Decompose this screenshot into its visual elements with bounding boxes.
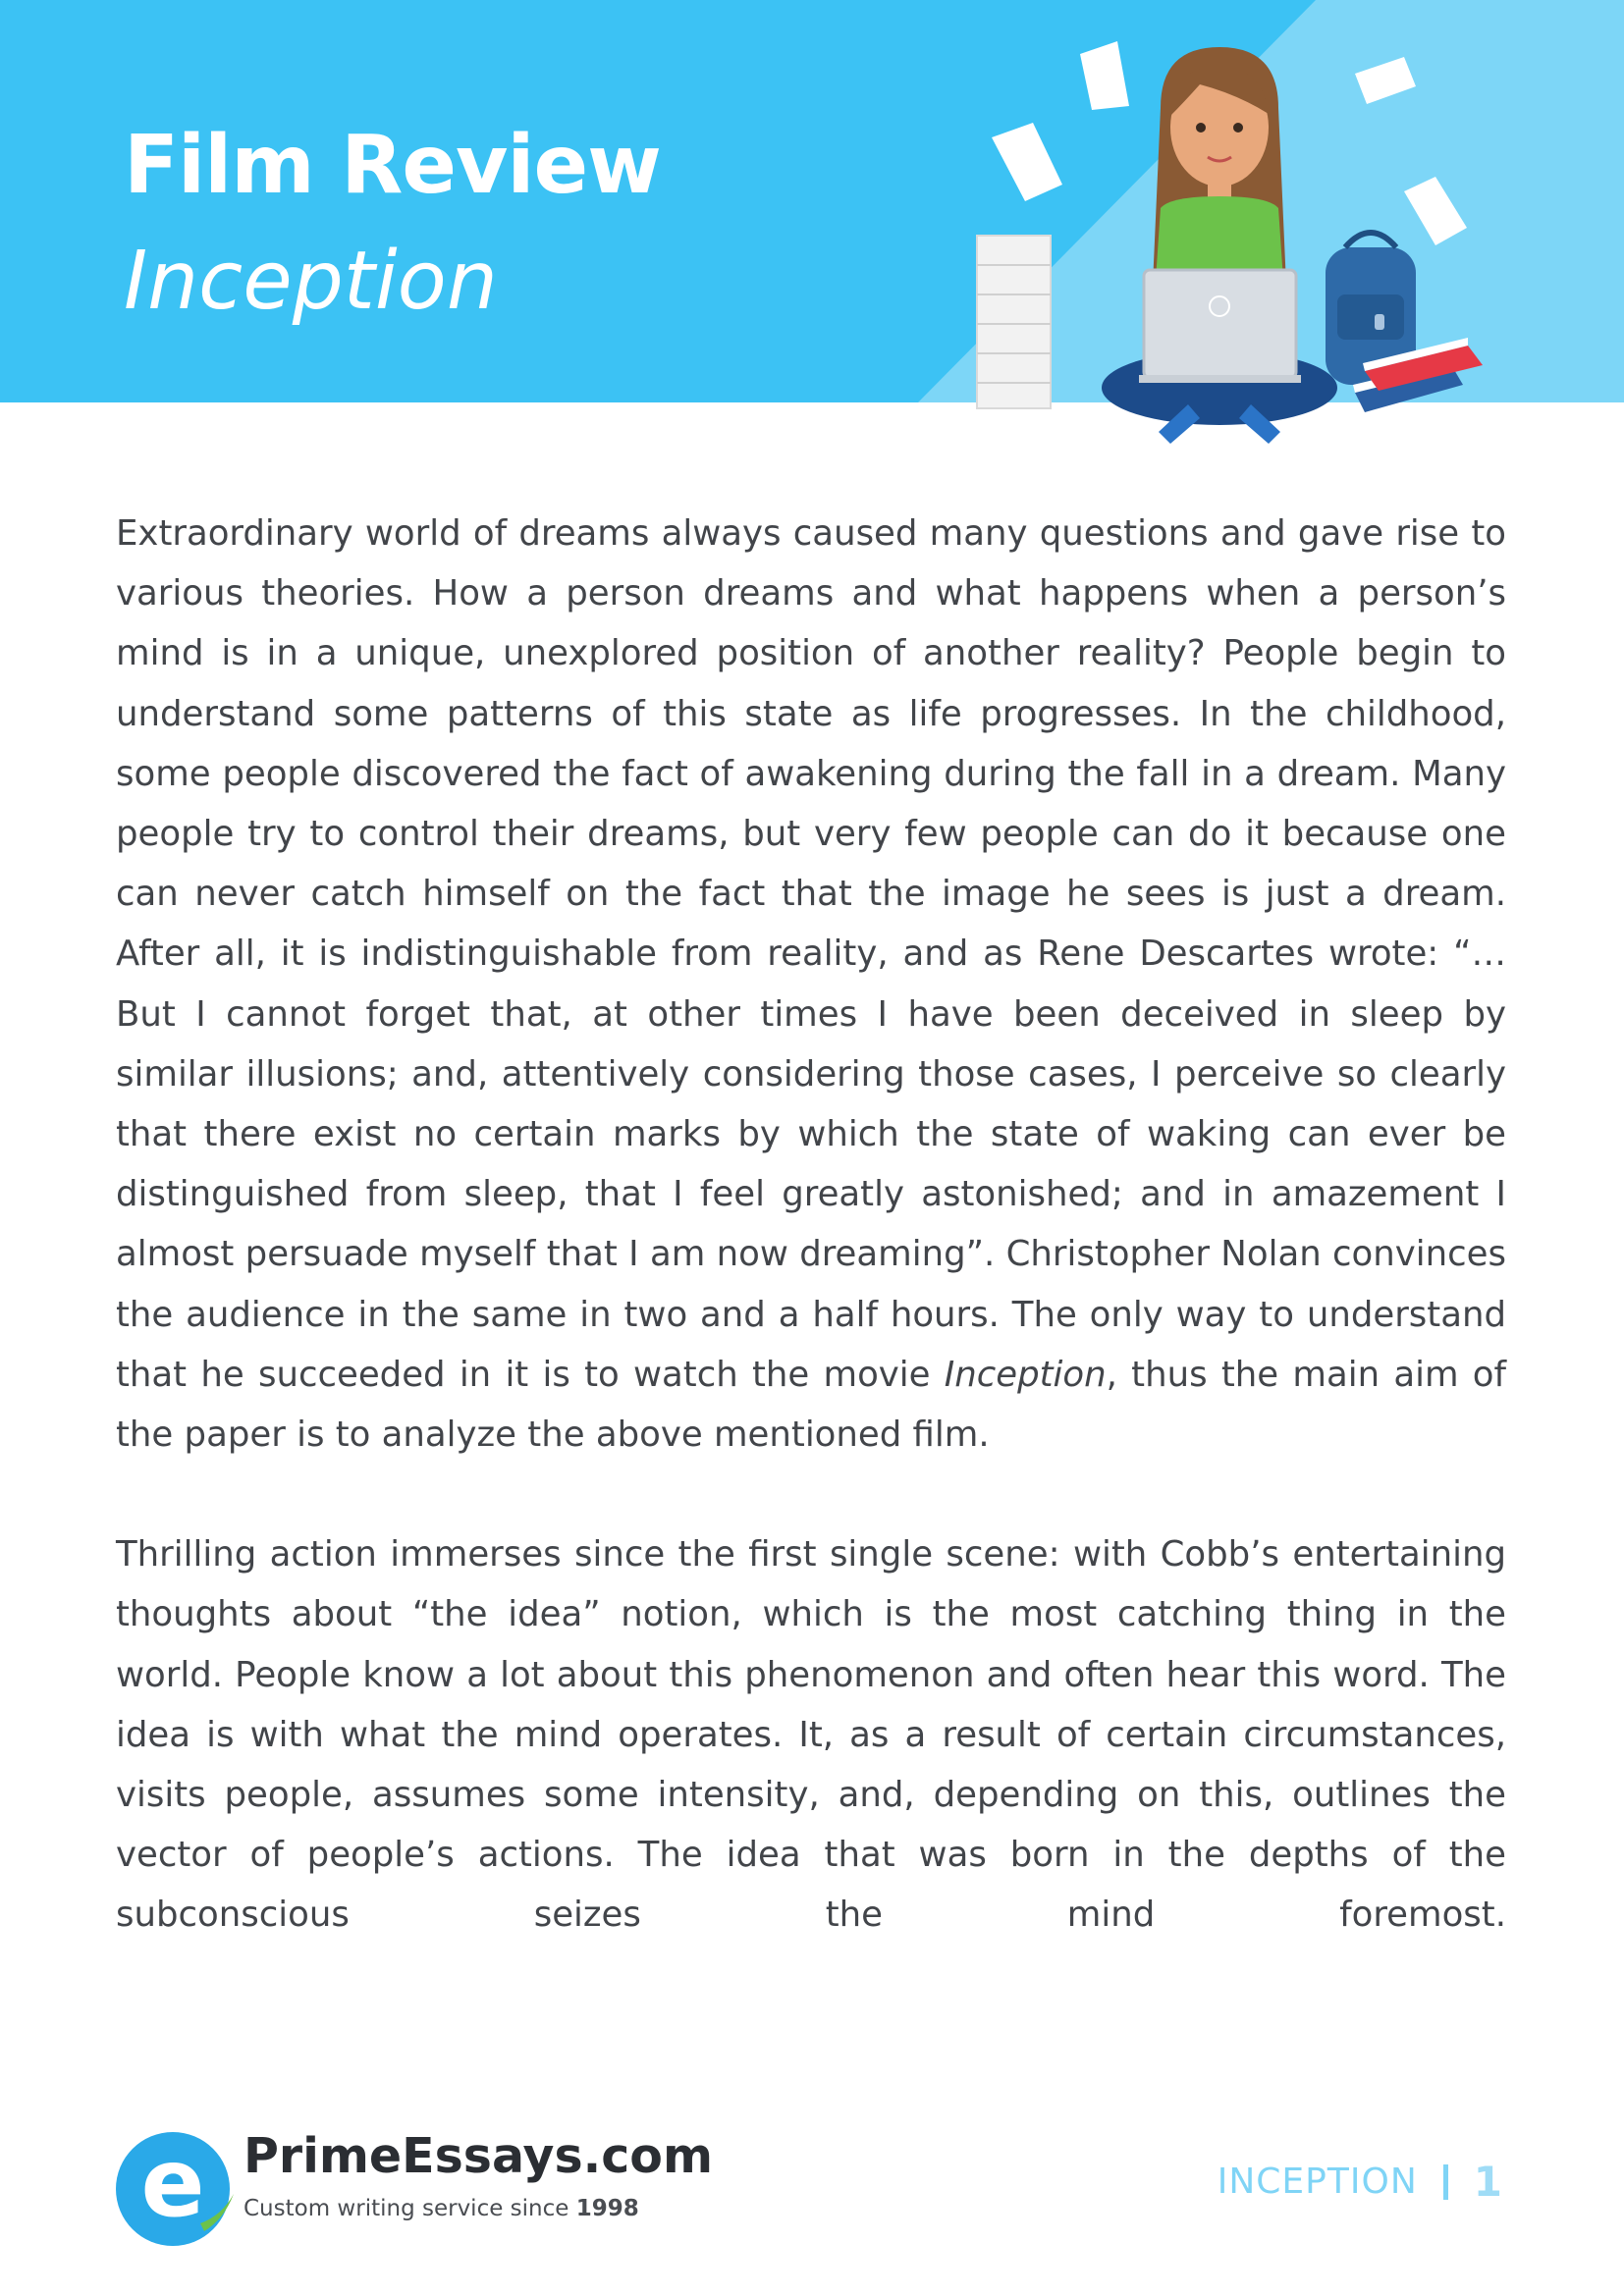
logo-e-icon <box>114 2125 242 2253</box>
film-title-italic: Inception <box>944 1354 1107 1395</box>
brand-name[interactable]: PrimeEssays.com <box>244 2128 714 2184</box>
paper-stack-icon <box>977 236 1051 408</box>
running-head: INCEPTION <box>1217 2162 1418 2202</box>
page-title: Film Review <box>124 119 661 212</box>
page-footer-right <box>1218 2158 1502 2206</box>
paragraph-1: Extraordinary world of dreams always caused many questions and gave rise to various theories. How a person dreams and what happens when a person’s mind is in a unique, unexplored position of another reality? People begin to understand some patterns of this state as life progresses. In the childhood, some people discovered the fact of awakening during the fall in a dream. Many people try to control their dreams, but very few people can do it because one can never catch himself on the fact that the image he sees is just a dream. After all, it is indistinguishable from reality, and as Rene Descartes wrote: “…But I cannot forget that, at other times I have been deceived in sleep by similar illusions; and, attentively considering those cases, I perceive so clearly that there exist no certain marks by which the state of waking can ever be distinguished from sleep, that I feel greatly astonished; and in amazement I almost persuade myself that I am now dreaming”. Christopher Nolan convinces the audience in the same in two and a half hours. The only way to understand that he succeeded in it is to watch the movie Inception, thus the main aim of the paper is to analyze the above mentioned film. <box>116 513 1506 1456</box>
footer-divider <box>1443 2164 1448 2200</box>
brand-tagline: Custom writing service since 1998 <box>244 2196 639 2221</box>
page-subtitle: Inception <box>124 235 498 328</box>
article-body <box>116 504 1506 2005</box>
logo-letter: e <box>140 2128 205 2238</box>
paragraph-2: Thrilling action immerses since the first single scene: with Cobb’s entertaining thoughts about “the idea” notion, which is the most catching thing in the world. People know a lot about this phenomenon and often hear this word. The idea is with what the mind operates. It, as a result of certain circumstances, visits people, assumes some intensity, and, depending on this, outlines the vector of people’s actions. The idea that was born in the depths of the subconscious seizes the mind foremost. <box>116 1534 1506 1936</box>
student-laptop-illustration <box>943 0 1532 461</box>
student-figure <box>1102 47 1337 444</box>
page-number: 1 <box>1473 2158 1502 2206</box>
